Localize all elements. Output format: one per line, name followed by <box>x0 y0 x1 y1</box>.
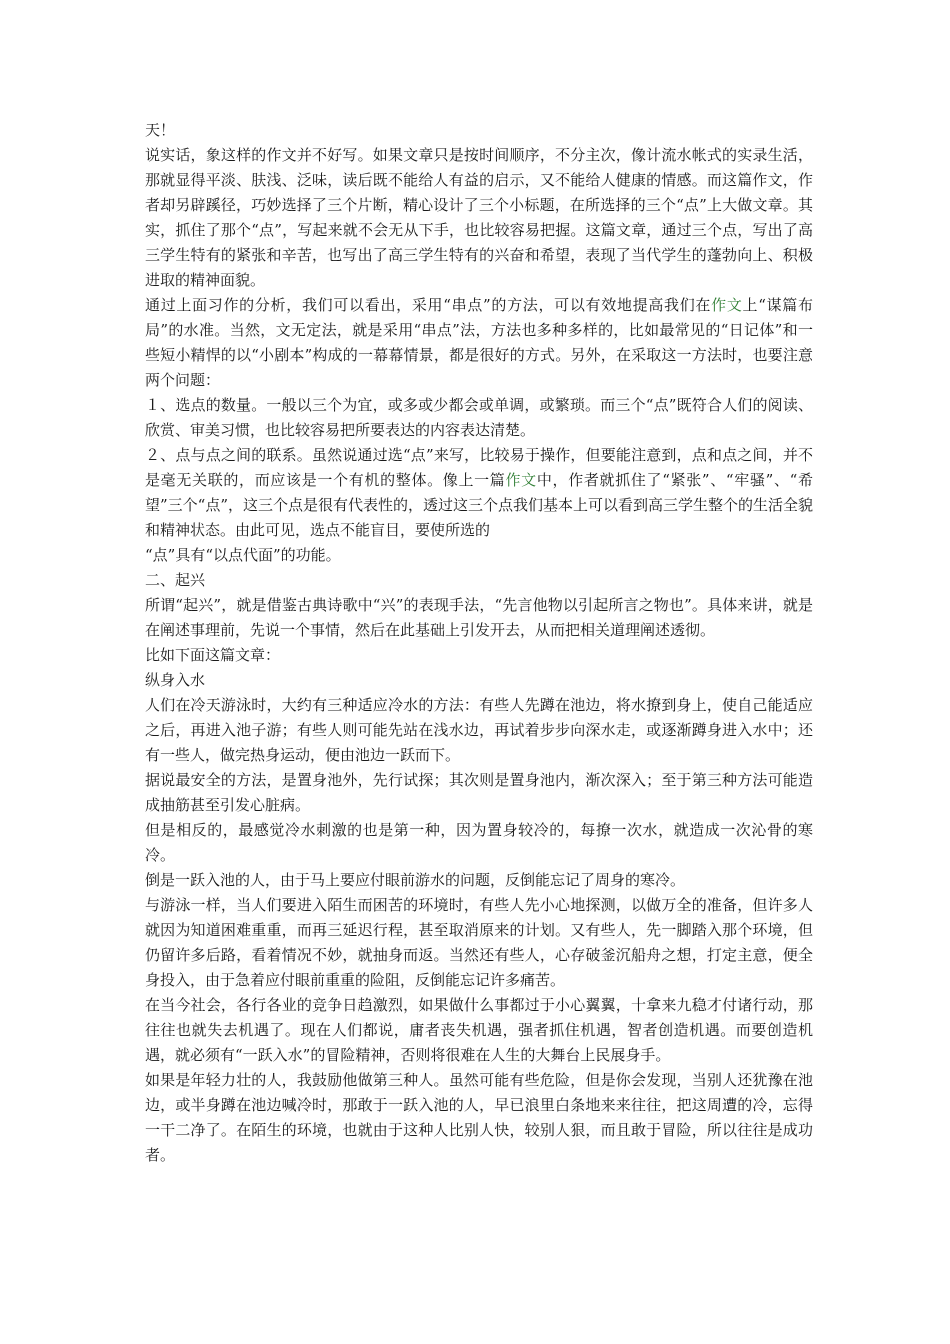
essay-title: 纵身入水 <box>145 671 206 689</box>
paragraph-5 <box>145 443 813 543</box>
paragraph-16: 如果是年轻力壮的人，我鼓励他做第三种人。虽然可能有些危险，但是你会发现，当别人还犹豫在池边，或半身蹲在池边喊冷时，那敢于一跃入池的人，早已浪里白条地来来往往，把这周遭的冷，忘得一干二净了。在陌生的环境，也就由于这种人比别人快，较别人狠，而且敢于冒险，所以往往是成功者。 <box>145 1071 813 1164</box>
paragraph-2: 说实话，象这样的作文并不好写。如果文章只是按时间顺序，不分主次，像计流水帐式的实录生活，那就显得平淡、肤浅、泛味，读后既不能给人有益的启示，又不能给人健康的情感。而这篇作文，作者却另辟蹊径，巧妙选择了三个片断，精心设计了三个小标题，在所选择的三个“点”上大做文章。其实，抓住了那个“点”，写起来就不会无从下手，也比较容易把握。这篇文章，通过三个点，写出了高三学生特有的紧张和辛苦，也写出了高三学生特有的兴奋和希望，表现了当代学生的蓬勃向上、积极进取的精神面貌。 <box>145 146 813 289</box>
paragraph-14: 与游泳一样，当人们要进入陌生而困苦的环境时，有些人先小心地探测，以做万全的准备，但许多人就因为知道困难重重，而再三延迟行程，甚至取消原来的计划。又有些人，先一脚踏入那个环境，但仍留许多后路，看着情况不妙，就抽身而返。当然还有些人，心存破釜沉船舟之想，打定主意，便全身投入，由于急着应付眼前重重的险阻，反倒能忘记许多痛苦。 <box>145 896 813 989</box>
paragraph-1: 天！ <box>145 121 176 139</box>
document-body <box>145 118 813 1168</box>
paragraph-3-text-b: 上“谋篇布局”的水准。当然，文无定法，就是采用“串点”法，方法也多种多样的，比如最常见的“日记体”和一些短小精悍的以“小剧本”构成的一幕幕情景，都是很好的方式。另外，在采取这一方法时，也要注意两个问题： <box>145 296 814 389</box>
paragraph-10: 人们在冷天游泳时，大约有三种适应冷水的方法：有些人先蹲在池边，将水撩到身上，使自己能适应之后，再进入池子游；有些人则可能先站在浅水边，再试着步步向深水走，或逐渐蹲身进入水中；还有一些人，做完热身运动，便由池边一跃而下。 <box>145 696 813 764</box>
essay-link[interactable]: 作文 <box>505 471 537 489</box>
paragraph-5-text-b: 中，作者就抓住了“紧张”、“牢骚”、“希望”三个“点”，这三个点是很有代表性的，透过这三个点我们基本上可以看到高三学生整个的生活全貌和精神状态。由此可见，选点不能盲目，要使所选的 <box>145 471 814 539</box>
section-heading-qixing: 二、起兴 <box>145 571 206 589</box>
paragraph-15: 在当今社会，各行各业的竞争日趋激烈，如果做什么事都过于小心翼翼，十拿来九稳才付诸行动，那往往也就失去机遇了。现在人们都说，庸者丧失机遇，强者抓住机遇，智者创造机遇。而要创造机遇，就必须有“一跃入水”的冒险精神，否则将很难在人生的大舞台上民展身手。 <box>145 996 813 1064</box>
paragraph-13: 倒是一跃入池的人，由于马上要应付眼前游水的问题，反倒能忘记了周身的寒冷。 <box>145 871 686 889</box>
paragraph-8: 比如下面这篇文章： <box>145 646 281 664</box>
paragraph-3-text-a: 通过上面习作的分析，我们可以看出，采用“串点”的方法，可以有效地提高我们在 <box>145 296 712 314</box>
paragraph-3 <box>145 293 813 393</box>
paragraph-11: 据说最安全的方法，是置身池外，先行试探；其次则是置身池内，渐次深入；至于第三种方法可能造成抽筋甚至引发心脏病。 <box>145 771 813 814</box>
paragraph-5-text-a: ２、点与点之间的联系。虽然说通过选“点”来写，比较易于操作，但要能注意到，点和点之间，并不是毫无关联的，而应该是一个有机的整体。像上一篇 <box>145 446 813 489</box>
paragraph-12: 但是相反的，最感觉冷水刺激的也是第一种，因为置身较冷的，每撩一次水，就造成一次沁骨的寒冷。 <box>145 821 813 864</box>
essay-link[interactable]: 作文 <box>711 296 743 314</box>
paragraph-4: １、选点的数量。一般以三个为宜，或多或少都会或单调，或繁琐。而三个“点”既符合人们的阅读、欣赏、审美习惯，也比较容易把所要表达的内容表达清楚。 <box>145 396 813 439</box>
paragraph-7: 所谓“起兴”，就是借鉴古典诗歌中“兴”的表现手法，“先言他物以引起所言之物也”。具体来讲，就是在阐述事理前，先说一个事情，然后在此基础上引发开去，从而把相关道理阐述透彻。 <box>145 596 813 639</box>
paragraph-5-continued: “点”具有“以点代面”的功能。 <box>145 546 341 564</box>
